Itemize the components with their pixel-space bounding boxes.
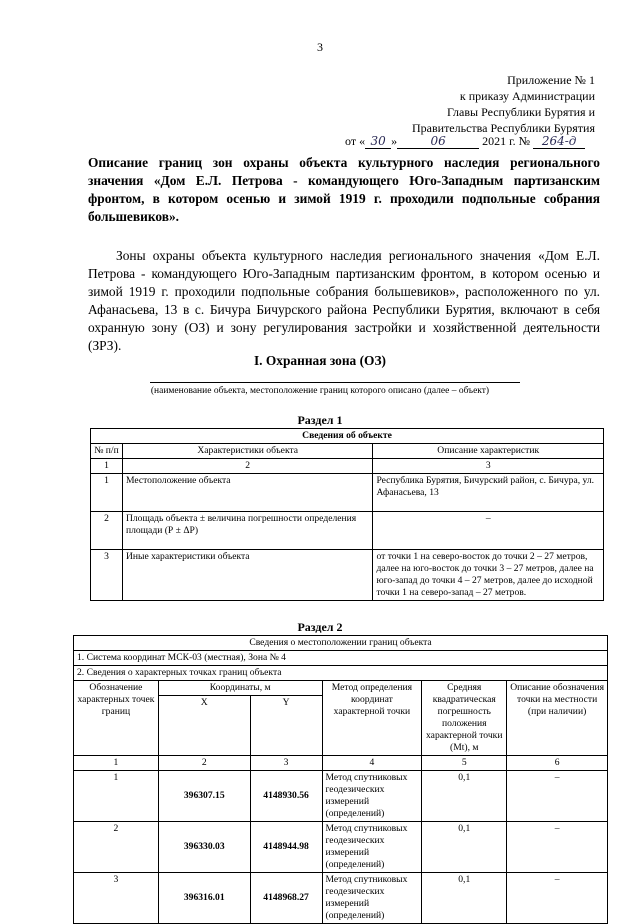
table-row: [74, 822, 608, 873]
column-number: 2: [122, 459, 373, 474]
table-title: Сведения об объекте: [91, 429, 604, 444]
table-row: [74, 771, 608, 822]
page-number: 3: [317, 40, 323, 54]
order-number: 264-д: [533, 134, 585, 149]
column-header: Описание обозначения точки на местности (при наличии): [507, 681, 608, 756]
object-name-rule: [150, 382, 520, 383]
table-row: [91, 550, 604, 601]
appendix-line-3: Главы Республики Бурятия и: [447, 105, 595, 119]
section-1-title: Раздел 1: [297, 413, 343, 427]
document-title: Описание границ зон охраны объекта культурного наследия регионального значения «Дом Е.Л. Петрова - командующего Юго-Западным партизанским фронтом, в котором осенью и зимой 1919 г. проходили подпольные собрания большевиков».: [88, 155, 600, 224]
row-characteristic: Иные характеристики объекта: [122, 550, 373, 601]
coordinate-x: 396316.01: [158, 873, 250, 924]
column-header: Обозначение характерных точек границ: [74, 681, 159, 756]
appendix-header: [412, 72, 595, 136]
point-marking: –: [507, 822, 608, 873]
column-header: Метод определения координат характерной точки: [322, 681, 422, 756]
boundary-points-table: [73, 635, 608, 924]
date-mid: »: [391, 134, 398, 148]
points-subtitle: 2. Сведения о характерных точках границ объекта: [74, 666, 608, 681]
intro-paragraph: Зоны охраны объекта культурного наследия регионального значения «Дом Е.Л. Петрова - командующего Юго-Западным партизанским фронтом, в котором осенью и зимой 1919 г. проходили подпольные собрания большевиков», расположенного по ул. Афанасьева, 13 в с. Бичура Бичурского района Республики Бурятия, включают в себя охранную зону (ОЗ) и зону регулирования застройки и хозяйственной деятельности (ЗРЗ).: [88, 248, 600, 353]
row-characteristic: Местоположение объекта: [122, 474, 373, 512]
column-number: 2: [158, 756, 250, 771]
point-number: 2: [74, 822, 159, 873]
row-description: Республика Бурятия, Бичурский район, с. Бичура, ул. Афанасьева, 13: [373, 474, 604, 512]
coordinate-system: 1. Система координат МСК-03 (местная), Зона № 4: [74, 651, 608, 666]
table-row: [91, 474, 604, 512]
column-header-x: X: [158, 696, 250, 756]
order-date-line: [345, 134, 600, 149]
point-marking: –: [507, 873, 608, 924]
point-method: Метод спутниковых геодезических измерений (определений): [322, 873, 422, 924]
column-number: 3: [250, 756, 322, 771]
object-info-table: [90, 428, 604, 601]
table-title: Сведения о местоположении границ объекта: [74, 636, 608, 651]
row-number: 1: [91, 474, 123, 512]
coordinate-x: 396330.03: [158, 822, 250, 873]
row-characteristic: Площадь объекта ± величина погрешности определения площади (Р ± ΔР): [122, 512, 373, 550]
date-year: 2021 г. №: [482, 134, 531, 148]
rule-caption: (наименование объекта, местоположение границ которого описано (далее – объект): [150, 386, 490, 396]
column-header: Средняя квадратическая погрешность положения характерной точки (Mt), м: [422, 681, 507, 756]
section-heading: I. Охранная зона (ОЗ): [253, 353, 387, 368]
column-number: 3: [373, 459, 604, 474]
point-accuracy: 0,1: [422, 822, 507, 873]
column-number: 4: [322, 756, 422, 771]
column-number: 5: [422, 756, 507, 771]
point-accuracy: 0,1: [422, 771, 507, 822]
column-header: Координаты, м: [158, 681, 322, 696]
point-number: 1: [74, 771, 159, 822]
section-2-title: Раздел 2: [297, 620, 343, 634]
table-row: [91, 512, 604, 550]
row-number: 3: [91, 550, 123, 601]
column-number: 6: [507, 756, 608, 771]
row-description: –: [373, 512, 604, 550]
column-header: № п/п: [91, 444, 123, 459]
date-day: 30: [365, 134, 391, 149]
coordinate-y: 4148968.27: [250, 873, 322, 924]
appendix-line-4: Правительства Республики Бурятия: [411, 121, 595, 135]
row-number: 2: [91, 512, 123, 550]
column-header: Описание характеристик: [373, 444, 604, 459]
date-prefix: от «: [345, 134, 366, 148]
column-number: 1: [91, 459, 123, 474]
point-accuracy: 0,1: [422, 873, 507, 924]
point-number: 3: [74, 873, 159, 924]
column-header: Характеристики объекта: [122, 444, 373, 459]
coordinate-y: 4148944.98: [250, 822, 322, 873]
point-method: Метод спутниковых геодезических измерений (определений): [322, 822, 422, 873]
point-method: Метод спутниковых геодезических измерений (определений): [322, 771, 422, 822]
appendix-line-1: Приложение № 1: [507, 73, 595, 87]
point-marking: –: [507, 771, 608, 822]
date-month: 06: [397, 134, 479, 149]
column-number: 1: [74, 756, 159, 771]
column-header-y: Y: [250, 696, 322, 756]
coordinate-y: 4148930.56: [250, 771, 322, 822]
table-row: [74, 873, 608, 924]
appendix-line-2: к приказу Администрации: [459, 89, 595, 103]
coordinate-x: 396307.15: [158, 771, 250, 822]
row-description: от точки 1 на северо-восток до точки 2 – 27 метров, далее на юго-восток до точки 3 – 27 метров, далее на юго-запад до точки 4 – 27 метров, далее до исходной точки 1 на северо-запад – 27 метров.: [373, 550, 604, 601]
